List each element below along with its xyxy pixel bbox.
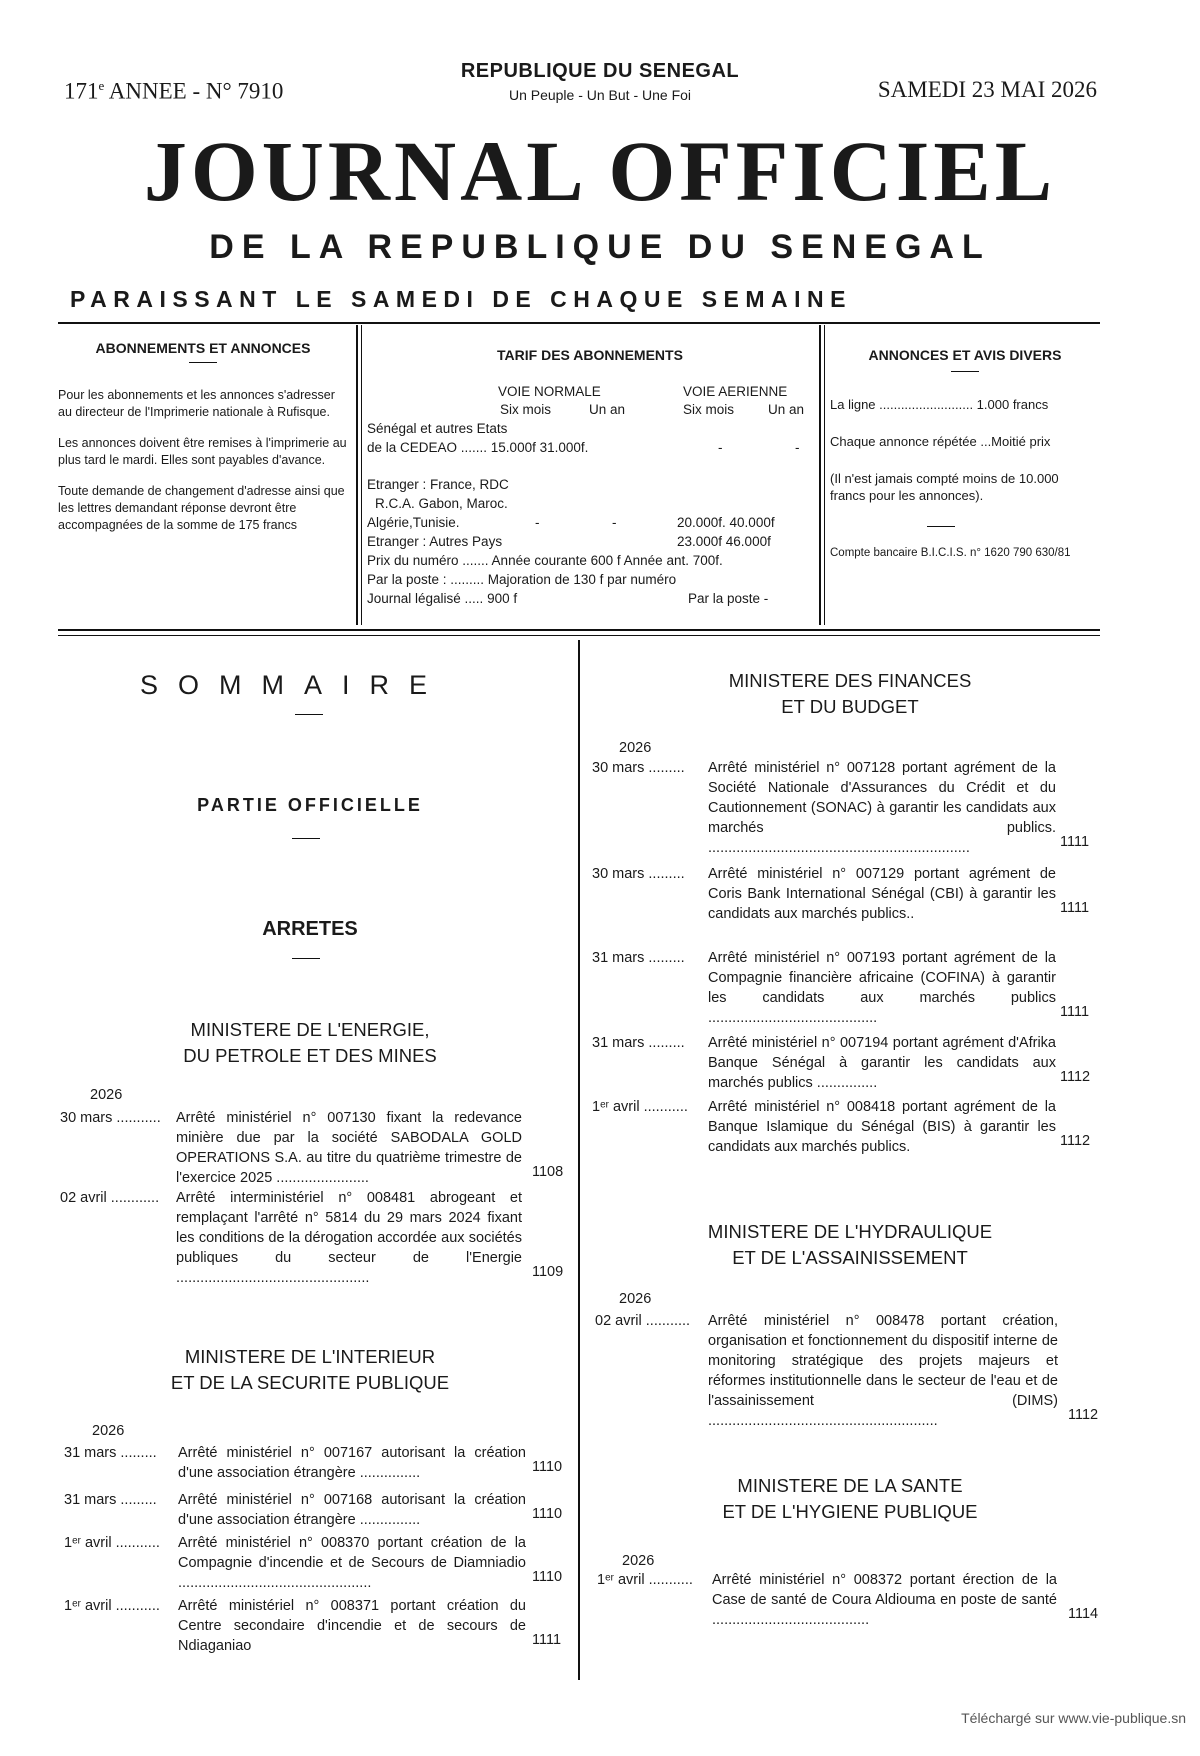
box-divider-right [819, 325, 821, 625]
tariff-row-autres-pays-values: 23.000f 46.000f [677, 534, 771, 549]
header-rule [58, 322, 1100, 324]
tariff-row-algerie: Algérie,Tunisie. [367, 515, 460, 530]
ministry-sante-heading [600, 1473, 1100, 1525]
tariff-col-aerienne: VOIE AERIENNE [683, 384, 788, 399]
entry-text: Arrêté ministériel n° 008418 portant agrément de la Banque Islamique du Sénégal (BIS) à garantir les candidats aux marchés publics. [708, 1099, 1056, 1155]
publication-frequency: PARAISSANT LE SAMEDI DE CHAQUE SEMAINE [70, 286, 853, 312]
entry-date: 30 mars ........... [60, 1110, 161, 1126]
box-divider-left-2 [361, 325, 362, 625]
boxes-bottom-rule-2 [58, 635, 1100, 636]
tariff-row-algerie-values: 20.000f. 40.000f [677, 515, 775, 530]
tariff-row-etranger-france: Etranger : France, RDC [367, 477, 509, 492]
year-label: 2026 [622, 1553, 655, 1569]
entry-date: 31 mars ......... [592, 950, 685, 966]
sommaire-dash [295, 714, 323, 715]
entry-page-number: 1114 [1068, 1606, 1099, 1622]
tariff-row-algerie-dash2: - [612, 515, 617, 530]
entry-text: Arrêté ministériel n° 007193 portant agrément de la Compagnie financière africaine (COFINA) à garantir les candidats aux marchés publics .......................................... [708, 950, 1056, 1026]
entry-text: Arrêté ministériel n° 007168 autorisant la création d'une association étrangère ............... [178, 1492, 526, 1528]
sommaire-title: SOMMAIRE [140, 670, 448, 700]
ministry-heading-line1: MINISTERE DE L'INTERIEUR [184, 1346, 436, 1367]
entry-page-number: 1111 [532, 1632, 562, 1648]
tariff-sub-an-air: Un an [768, 402, 805, 417]
tariff-sub-six-normal: Six mois [500, 402, 552, 417]
entry-page-number: 1110 [532, 1506, 563, 1522]
entry-date: 31 mars ......... [64, 1445, 157, 1461]
heading-dash [189, 362, 217, 363]
entry-date: 1ᵉʳ avril ........... [64, 1535, 160, 1551]
entry-date: 1ᵉʳ avril ........... [597, 1572, 693, 1588]
entry-text: Arrêté ministériel n° 007129 portant agrément de Coris Bank International Sénégal (CBI) à garantir les candidats aux marchés publics.. [708, 866, 1056, 922]
country-motto: Un Peuple - Un But - Une Foi [508, 87, 692, 103]
entry-date: 31 mars ......... [592, 1035, 685, 1051]
entry-page-number: 1110 [532, 1459, 563, 1475]
announcements-heading: ANNONCES ET AVIS DIVERS [868, 347, 1062, 363]
tariff-row-journal-poste: Par la poste - [688, 591, 769, 606]
entry-page-number: 1111 [1060, 834, 1090, 850]
heading-dash [951, 371, 979, 372]
entry-page-number: 1110 [532, 1569, 563, 1585]
ministry-energie-heading [60, 1017, 560, 1069]
boxes-bottom-rule [58, 629, 1100, 631]
entry-page-number: 1111 [1060, 1004, 1090, 1020]
entry-page-number: 1108 [532, 1164, 564, 1180]
tariff-row-rca: R.C.A. Gabon, Maroc. [375, 496, 508, 511]
entry-date: 1ᵉʳ avril ........... [592, 1099, 688, 1115]
tariff-row-cedeao-dash2: - [795, 440, 800, 455]
entry-text: Arrêté ministériel n° 008478 portant création, organisation et fonctionnement du dispositif interne de monitoring stratégique des projets majeurs et réformes institutionnelle dans le secteur de l'eau et de l'assainissement (DIMS) ......................................................... [708, 1313, 1058, 1429]
entry-text: Arrêté ministériel n° 008372 portant érection de la Case de santé de Coura Aldiouma en poste de santé ....................................... [712, 1572, 1057, 1628]
entry-date: 02 avril ............ [60, 1190, 160, 1206]
entry-date: 31 mars ......... [64, 1492, 157, 1508]
entry-text: Arrêté ministériel n° 007128 portant agrément de la Société Nationale d'Assurances du Crédit et du Cautionnement (SONAC) à garantir les candidats aux marchés publics. ................................................................. [708, 760, 1056, 856]
partie-dash [292, 838, 320, 839]
tariff-heading: TARIF DES ABONNEMENTS [497, 347, 683, 363]
entry-page-number: 1112 [1068, 1407, 1099, 1423]
ministry-heading-line2: DU PETROLE ET DES MINES [183, 1045, 437, 1066]
line-price: La ligne .......................... 1.000 francs [830, 397, 1049, 412]
arretes-dash [292, 958, 320, 959]
year-label: 2026 [619, 740, 652, 756]
ministry-heading-line2: ET DU BUDGET [781, 696, 919, 717]
box-divider-left [356, 325, 358, 625]
entry-date: 30 mars ......... [592, 866, 685, 882]
ministry-heading-line1: MINISTERE DES FINANCES [728, 670, 972, 691]
year-label: 2026 [92, 1423, 125, 1439]
ministry-heading-line2: ET DE LA SECURITE PUBLIQUE [170, 1372, 450, 1393]
ministry-heading-line2: ET DE L'HYGIENE PUBLIQUE [722, 1501, 978, 1522]
entry-page-number: 1111 [1060, 900, 1090, 916]
entry-page-number: 1112 [1060, 1133, 1091, 1149]
tariff-row-journal-legalise: Journal légalisé ..... 900 f [367, 591, 518, 606]
entry-text: Arrêté ministériel n° 008371 portant création du Centre secondaire d'incendie et de secours de Ndiaganiao [178, 1598, 526, 1654]
tariff-row-autres-pays: Etranger : Autres Pays [367, 534, 503, 549]
ministry-finances-heading [600, 668, 1100, 720]
arretes-heading: ARRETES [262, 918, 358, 940]
entry-date: 02 avril ........... [595, 1313, 691, 1329]
subscriptions-heading: ABONNEMENTS ET ANNONCES [95, 340, 311, 356]
issue-date: SAMEDI 23 MAI 2026 [877, 77, 1097, 102]
entry-page-number: 1109 [532, 1264, 564, 1280]
entry-page-number: 1112 [1060, 1069, 1091, 1085]
entry-text: Arrêté ministériel n° 008370 portant création de la Compagnie d'incendie et de Secours de Diamniadio ................................................ [178, 1535, 526, 1591]
ministry-hydraulique-heading [600, 1219, 1100, 1271]
tariff-row-cedeao-dash1: - [718, 440, 723, 455]
ministry-heading-line1: MINISTERE DE LA SANTE [737, 1475, 963, 1496]
tariff-row-prix-numero: Prix du numéro ....... Année courante 600 f Année ant. 700f. [367, 553, 723, 568]
country-name: REPUBLIQUE DU SENEGAL [460, 60, 740, 82]
download-source: Téléchargé sur www.vie-publique.sn [961, 1710, 1186, 1726]
entry-date: 30 mars ......... [592, 760, 685, 776]
entry-text: Arrêté ministériel n° 007130 fixant la redevance minière due par la société SABODALA GOLD OPERATIONS S.A. au titre du quatrième trimestre de l'exercice 2025 ....................... [176, 1110, 522, 1186]
address-change-note: Toute demande de changement d'adresse ainsi que les lettres demandant réponse devront être accompagnées de la somme de 175 francs [58, 484, 345, 532]
tariff-row-par-la-poste: Par la poste : ......... Majoration de 130 f par numéro [367, 572, 677, 587]
column-divider [578, 640, 580, 1680]
ministry-interieur-heading [60, 1344, 560, 1396]
announcements-box [830, 347, 1100, 562]
subscriptions-box [58, 340, 348, 534]
journal-title: JOURNAL OFFICIEL [143, 123, 1057, 219]
bank-account: Compte bancaire B.I.C.I.S. n° 1620 790 630/81 [830, 547, 1071, 559]
minimum-charge-note: (Il n'est jamais compté moins de 10.000 francs pour les annonces). [830, 471, 1059, 503]
tariff-row-cedeao: de la CEDEAO ....... 15.000f 31.000f. [367, 440, 589, 455]
tariff-sub-an-normal: Un an [589, 402, 626, 417]
tariff-row-senegal: Sénégal et autres Etats [367, 421, 508, 436]
year-label: 2026 [619, 1291, 652, 1307]
entry-date: 1ᵉʳ avril ........... [64, 1598, 160, 1614]
entry-text: Arrêté interministériel n° 008481 abrogeant et remplaçant l'arrêté n° 5814 du 29 mars 2024 fixant les conditions de la dérogation accordée aux sociétés publiques du secteur de l'Energie ................................................ [176, 1190, 522, 1286]
journal-subtitle: DE LA REPUBLIQUE DU SENEGAL [209, 228, 991, 266]
ministry-heading-line1: MINISTERE DE L'HYDRAULIQUE [707, 1221, 993, 1242]
box-divider-right-2 [824, 325, 825, 625]
section-dash [927, 526, 955, 527]
year-label: 2026 [90, 1087, 123, 1103]
tariff-sub-six-air: Six mois [683, 402, 735, 417]
entry-text: Arrêté ministériel n° 007167 autorisant la création d'une association étrangère ............... [178, 1445, 526, 1481]
tariff-row-algerie-dash1: - [535, 515, 540, 530]
ministry-heading-line1: MINISTERE DE L'ENERGIE, [190, 1019, 430, 1040]
announcements-deadline-note: Les annonces doivent être remises à l'imprimerie au plus tard le mardi. Elles sont payables d'avance. [58, 436, 347, 467]
repeated-announcement-price: Chaque annonce répétée ...Moitié prix [830, 434, 1051, 449]
edition-number: 171e ANNEE - N° 7910 [64, 78, 284, 104]
partie-officielle: PARTIE OFFICIELLE [197, 795, 423, 815]
ministry-heading-line2: ET DE L'ASSAINISSEMENT [732, 1247, 968, 1268]
entry-text: Arrêté ministériel n° 007194 portant agrément d'Afrika Banque Sénégal à garantir les candidats aux marchés publics ............... [708, 1035, 1056, 1091]
tariff-col-normal: VOIE NORMALE [498, 384, 601, 399]
subscriptions-address-note: Pour les abonnements et les annonces s'adresser au directeur de l'Imprimerie nationale à Rufisque. [58, 388, 335, 419]
